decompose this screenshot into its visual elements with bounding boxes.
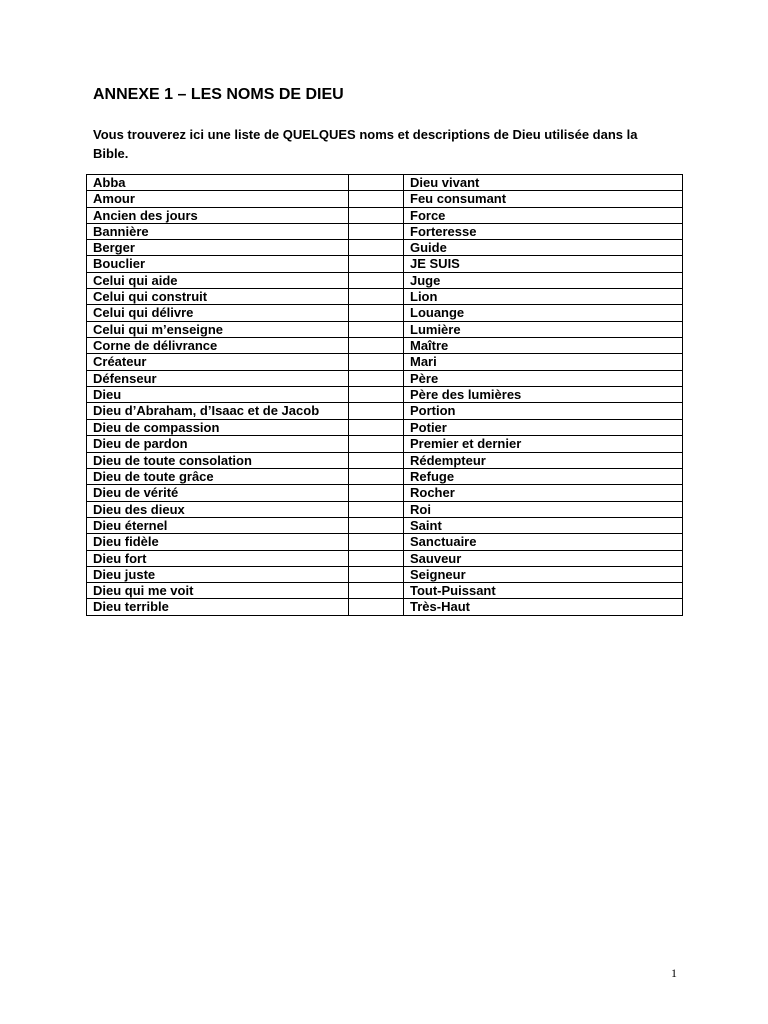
table-cell-middle — [349, 599, 404, 615]
table-cell-left: Dieu de toute grâce — [87, 469, 349, 485]
table-cell-left: Bannière — [87, 223, 349, 239]
table-cell-right: Maître — [404, 337, 683, 353]
names-table — [86, 174, 683, 616]
table-cell-middle — [349, 386, 404, 402]
table-cell-right: Sanctuaire — [404, 534, 683, 550]
table-cell-right: Père des lumières — [404, 386, 683, 402]
table-row — [87, 469, 683, 485]
table-cell-left: Amour — [87, 191, 349, 207]
table-cell-right: Feu consumant — [404, 191, 683, 207]
table-row — [87, 289, 683, 305]
table-cell-left: Dieu juste — [87, 566, 349, 582]
table-row — [87, 534, 683, 550]
table-row — [87, 305, 683, 321]
table-row — [87, 501, 683, 517]
table-cell-left: Dieu de compassion — [87, 420, 349, 436]
table-cell-left: Dieu fort — [87, 550, 349, 566]
intro-paragraph: Vous trouverez ici une liste de QUELQUES noms et descriptions de Dieu utilisée dans la Bible. — [93, 127, 638, 161]
table-row — [87, 452, 683, 468]
table-cell-right: Portion — [404, 403, 683, 420]
table-row — [87, 403, 683, 420]
table-row — [87, 272, 683, 288]
table-cell-middle — [349, 321, 404, 337]
table-cell-right: Louange — [404, 305, 683, 321]
table-cell-right: Lion — [404, 289, 683, 305]
table-row — [87, 175, 683, 191]
table-row — [87, 191, 683, 207]
table-cell-right: Sauveur — [404, 550, 683, 566]
table-cell-middle — [349, 354, 404, 370]
table-cell-left: Dieu de pardon — [87, 436, 349, 452]
table-cell-left: Abba — [87, 175, 349, 191]
table-cell-left: Dieu de toute consolation — [87, 452, 349, 468]
table-cell-middle — [349, 501, 404, 517]
table-cell-right: Potier — [404, 420, 683, 436]
table-cell-middle — [349, 534, 404, 550]
page-number: 1 — [671, 966, 677, 980]
table-cell-left: Créateur — [87, 354, 349, 370]
table-cell-middle — [349, 436, 404, 452]
table-cell-left: Dieu des dieux — [87, 501, 349, 517]
table-cell-right: Très-Haut — [404, 599, 683, 615]
table-row — [87, 517, 683, 533]
table-cell-left: Dieu qui me voit — [87, 583, 349, 599]
table-row — [87, 599, 683, 615]
table-cell-left: Dieu fidèle — [87, 534, 349, 550]
table-cell-middle — [349, 305, 404, 321]
table-cell-left: Berger — [87, 240, 349, 256]
table-row — [87, 370, 683, 386]
table-row — [87, 550, 683, 566]
table-cell-middle — [349, 223, 404, 239]
table-cell-right: Rocher — [404, 485, 683, 501]
table-row — [87, 240, 683, 256]
table-cell-right: Premier et dernier — [404, 436, 683, 452]
table-row — [87, 566, 683, 582]
table-row — [87, 485, 683, 501]
table-cell-middle — [349, 191, 404, 207]
table-cell-right: Saint — [404, 517, 683, 533]
table-cell-left: Celui qui construit — [87, 289, 349, 305]
table-row — [87, 354, 683, 370]
table-cell-left: Dieu terrible — [87, 599, 349, 615]
table-cell-left: Celui qui délivre — [87, 305, 349, 321]
table-cell-middle — [349, 175, 404, 191]
table-row — [87, 256, 683, 272]
table-cell-right: Tout-Puissant — [404, 583, 683, 599]
table-cell-right: Juge — [404, 272, 683, 288]
table-cell-left: Celui qui aide — [87, 272, 349, 288]
table-cell-middle — [349, 583, 404, 599]
table-cell-left: Dieu d’Abraham, d’Isaac et de Jacob — [87, 403, 349, 420]
table-cell-middle — [349, 272, 404, 288]
table-cell-left: Dieu éternel — [87, 517, 349, 533]
table-cell-middle — [349, 469, 404, 485]
table-cell-middle — [349, 485, 404, 501]
table-row — [87, 337, 683, 353]
table-cell-right: Seigneur — [404, 566, 683, 582]
table-cell-middle — [349, 517, 404, 533]
table-cell-middle — [349, 337, 404, 353]
table-cell-right: Lumière — [404, 321, 683, 337]
table-cell-middle — [349, 240, 404, 256]
table-cell-right: Rédempteur — [404, 452, 683, 468]
table-cell-right: JE SUIS — [404, 256, 683, 272]
table-row — [87, 386, 683, 402]
table-cell-right: Père — [404, 370, 683, 386]
table-row — [87, 436, 683, 452]
table-cell-left: Ancien des jours — [87, 207, 349, 223]
table-cell-left: Dieu de vérité — [87, 485, 349, 501]
table-row — [87, 321, 683, 337]
table-cell-left: Bouclier — [87, 256, 349, 272]
table-cell-middle — [349, 452, 404, 468]
table-cell-right: Refuge — [404, 469, 683, 485]
names-table-body — [87, 175, 683, 616]
page-title: ANNEXE 1 – LES NOMS DE DIEU — [93, 86, 344, 103]
table-cell-middle — [349, 550, 404, 566]
table-row — [87, 420, 683, 436]
table-row — [87, 207, 683, 223]
table-cell-middle — [349, 566, 404, 582]
table-cell-left: Défenseur — [87, 370, 349, 386]
table-cell-right: Mari — [404, 354, 683, 370]
table-cell-left: Corne de délivrance — [87, 337, 349, 353]
table-cell-middle — [349, 289, 404, 305]
table-cell-middle — [349, 420, 404, 436]
table-cell-right: Dieu vivant — [404, 175, 683, 191]
table-cell-right: Roi — [404, 501, 683, 517]
table-cell-right: Forteresse — [404, 223, 683, 239]
table-row — [87, 223, 683, 239]
table-cell-right: Guide — [404, 240, 683, 256]
table-cell-middle — [349, 207, 404, 223]
table-cell-left: Dieu — [87, 386, 349, 402]
table-cell-middle — [349, 403, 404, 420]
table-cell-right: Force — [404, 207, 683, 223]
table-cell-left: Celui qui m’enseigne — [87, 321, 349, 337]
table-row — [87, 583, 683, 599]
table-cell-middle — [349, 256, 404, 272]
table-cell-middle — [349, 370, 404, 386]
